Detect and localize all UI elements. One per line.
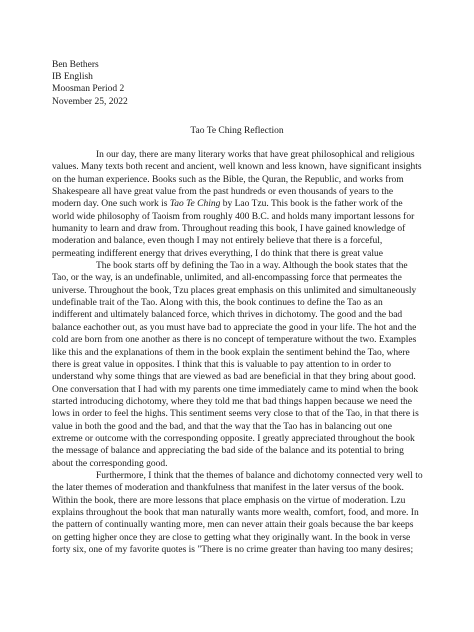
essay-body (52, 149, 424, 556)
essay-date: November 25, 2022 (52, 96, 128, 107)
paragraph-2: The book starts off by defining the Tao in a way. Although the book states that the Tao, or the way, is an undefinable, unlimited, and all-encompassing force that permeates the universe. Throughout the book, Tzu places great emphasis on this unlimited and simultaneously undefinable trait of the Tao. Along with this, the book continues to define the Tao as an indifferent and ultimately balanced force, which thrives in dichotomy. The good and the bad balance eachother out, as you must have bad to appreciate the good in your life. The hot and the cold are born from one another as there is no concept of temperature without the two. Examples like this and the explanations of them in the book explain the sentiment behind the Tao, where there is great value in opposites. I think that this is valuable to pay attention to in order to understand why some things that are viewed as bad are beneficial in that they bring about good. One conversation that I had with my parents one time immediately came to mind when the book started introducing dichotomy, where they told me that bad things happen because we need the lows in order to feel the highs. This sentiment seems very close to that of the Tao, in that there is value in both the good and the bad, and that the way that the Tao has in balancing out one extreme or outcome with the corresponding opposite. I greatly appreciated throughout the book the message of balance and appreciating the bad side of the balance and its potential to bring about the corresponding good. (52, 261, 419, 469)
author-name: Ben Bethers (52, 60, 99, 70)
paragraph-1 (52, 149, 424, 260)
course-name: IB English (52, 72, 93, 83)
essay-header (52, 59, 128, 108)
book-title-italic: Tao Te Ching (169, 199, 221, 210)
teacher-period: Moosman Period 2 (52, 84, 125, 95)
paragraph-3: Furthermore, I think that the themes of balance and dichotomy connected very well to the later themes of moderation and thankfulness that manifest in the later versus of the book. Within the book, there are more lessons that place emphasis on the virtue of moderation. Lzu explains throughout the book that man naturally wants more wealth, comfort, food, and more. In the pattern of continually wanting more, men can never attain their goals because the bar keeps on getting higher once they are close to getting what they originally want. In the book in verse forty six, one of my favorite quotes is "There is no crime greater than having too many desires; (52, 470, 423, 555)
paragraph-1-text-b: by Lao Tzu. This book is the father work of the world wide philosophy of Taoism from roughly 400 B.C. and holds many important lessons for humanity to learn and draw from. Throughout reading this book, I have gained knowledge of moderation and balance, even though I may not entirely believe that there is a forceful, permeating indifferent energy that drives everything, I do think that there is great value (52, 199, 415, 259)
essay-title: Tao Te Ching Reflection (190, 126, 284, 136)
paragraph-1-text-a: In our day, there are many literary works that have great philosophical and religious values. Many texts both recent and ancient, well known and less known, have significant insights on the human experience. Books such as the Bible, the Quran, the Republic, and works from Shakespeare all have great value from the past hundreds or even thousands of years to the modern day. One such work is (52, 150, 422, 210)
